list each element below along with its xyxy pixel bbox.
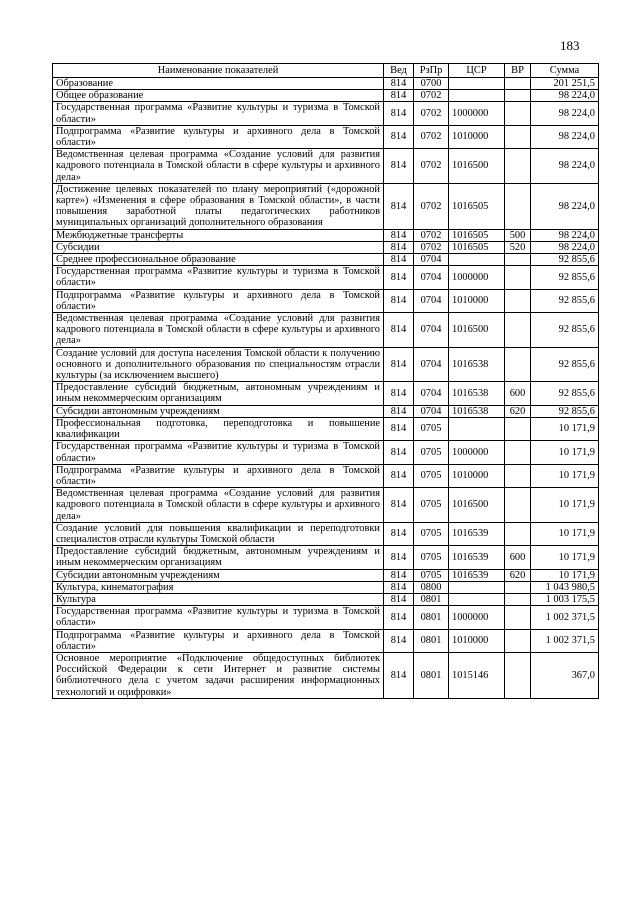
cell-vr: 520 <box>505 241 531 253</box>
cell-name: Субсидии автономным учреждениям <box>53 569 384 581</box>
cell-vr: 600 <box>505 382 531 405</box>
cell-csr: 1016538 <box>449 405 505 417</box>
cell-name: Образование <box>53 78 384 90</box>
cell-rzpr: 0705 <box>414 522 449 545</box>
cell-vr <box>505 347 531 382</box>
cell-rzpr: 0704 <box>414 289 449 312</box>
cell-rzpr: 0705 <box>414 417 449 440</box>
cell-rzpr: 0704 <box>414 347 449 382</box>
cell-vr <box>505 606 531 629</box>
cell-rzpr: 0702 <box>414 183 449 229</box>
cell-csr: 1000000 <box>449 441 505 464</box>
table-body <box>53 78 599 699</box>
cell-sum: 98 224,0 <box>531 241 599 253</box>
cell-csr: 1016505 <box>449 241 505 253</box>
table-row <box>53 183 599 229</box>
cell-vr <box>505 90 531 102</box>
cell-name: Среднее профессиональное образование <box>53 254 384 266</box>
cell-csr <box>449 417 505 440</box>
cell-name: Культура, кинематография <box>53 581 384 593</box>
cell-csr <box>449 593 505 605</box>
cell-rzpr: 0704 <box>414 313 449 348</box>
cell-ved: 814 <box>384 629 414 652</box>
table-row <box>53 241 599 253</box>
cell-csr: 1010000 <box>449 125 505 148</box>
cell-vr <box>505 464 531 487</box>
table-row <box>53 90 599 102</box>
cell-ved: 814 <box>384 102 414 125</box>
cell-ved: 814 <box>384 581 414 593</box>
cell-name: Основное мероприятие «Подключение общедоступных библиотек Российской Федерации к сети Интернет и развитие системы библиотечного дела с учетом задачи расширения информационных технологий и оцифровки» <box>53 652 384 698</box>
cell-sum: 98 224,0 <box>531 90 599 102</box>
cell-sum: 98 224,0 <box>531 102 599 125</box>
table-row <box>53 266 599 289</box>
cell-name: Предоставление субсидий бюджетным, автономным учреждениям и иным некоммерческим организациям <box>53 382 384 405</box>
cell-csr: 1016500 <box>449 313 505 348</box>
cell-sum: 92 855,6 <box>531 382 599 405</box>
cell-vr <box>505 417 531 440</box>
cell-rzpr: 0801 <box>414 629 449 652</box>
cell-vr <box>505 629 531 652</box>
cell-sum: 98 224,0 <box>531 183 599 229</box>
cell-vr <box>505 102 531 125</box>
cell-name: Подпрограмма «Развитие культуры и архивного дела в Томской области» <box>53 125 384 148</box>
cell-name: Культура <box>53 593 384 605</box>
table-row <box>53 405 599 417</box>
budget-table <box>52 63 599 699</box>
cell-ved: 814 <box>384 229 414 241</box>
cell-ved: 814 <box>384 417 414 440</box>
cell-rzpr: 0702 <box>414 149 449 184</box>
cell-csr: 1016505 <box>449 183 505 229</box>
cell-rzpr: 0702 <box>414 90 449 102</box>
cell-csr: 1010000 <box>449 289 505 312</box>
cell-ved: 814 <box>384 652 414 698</box>
cell-vr <box>505 289 531 312</box>
table-row <box>53 254 599 266</box>
cell-name: Ведомственная целевая программа «Создание условий для развития кадрового потенциала в Томской области в сфере культуры и архивного дела» <box>53 488 384 523</box>
table-row <box>53 441 599 464</box>
cell-name: Субсидии автономным учреждениям <box>53 405 384 417</box>
header-ved: Вед <box>384 64 414 78</box>
cell-vr <box>505 125 531 148</box>
cell-ved: 814 <box>384 593 414 605</box>
cell-vr <box>505 652 531 698</box>
cell-csr: 1000000 <box>449 102 505 125</box>
cell-rzpr: 0700 <box>414 78 449 90</box>
cell-csr <box>449 581 505 593</box>
cell-sum: 92 855,6 <box>531 266 599 289</box>
table-row <box>53 382 599 405</box>
cell-ved: 814 <box>384 464 414 487</box>
cell-name: Создание условий для доступа населения Томской области к получению основного и дополнительного образования по специальностям отрасли культуры (за исключением высшего) <box>53 347 384 382</box>
cell-name: Субсидии <box>53 241 384 253</box>
table-row <box>53 522 599 545</box>
cell-sum: 10 171,9 <box>531 417 599 440</box>
cell-sum: 92 855,6 <box>531 289 599 312</box>
cell-ved: 814 <box>384 347 414 382</box>
cell-csr: 1016538 <box>449 382 505 405</box>
cell-csr <box>449 254 505 266</box>
cell-name: Подпрограмма «Развитие культуры и архивного дела в Томской области» <box>53 464 384 487</box>
table-row <box>53 569 599 581</box>
cell-name: Предоставление субсидий бюджетным, автономным учреждениям и иным некоммерческим организациям <box>53 546 384 569</box>
page-number: 183 <box>560 38 580 53</box>
cell-csr: 1000000 <box>449 606 505 629</box>
cell-sum: 10 171,9 <box>531 464 599 487</box>
cell-ved: 814 <box>384 241 414 253</box>
cell-name: Ведомственная целевая программа «Создание условий для развития кадрового потенциала в Томской области в сфере культуры и архивного дела» <box>53 149 384 184</box>
cell-rzpr: 0704 <box>414 254 449 266</box>
cell-name: Государственная программа «Развитие культуры и туризма в Томской области» <box>53 266 384 289</box>
cell-sum: 1 002 371,5 <box>531 606 599 629</box>
cell-rzpr: 0801 <box>414 593 449 605</box>
cell-vr <box>505 581 531 593</box>
table-row <box>53 546 599 569</box>
cell-csr: 1010000 <box>449 629 505 652</box>
table-row <box>53 125 599 148</box>
table-row <box>53 289 599 312</box>
cell-csr <box>449 78 505 90</box>
cell-ved: 814 <box>384 183 414 229</box>
cell-rzpr: 0800 <box>414 581 449 593</box>
cell-sum: 10 171,9 <box>531 569 599 581</box>
table-row <box>53 488 599 523</box>
cell-vr: 620 <box>505 569 531 581</box>
cell-rzpr: 0705 <box>414 569 449 581</box>
cell-csr: 1016539 <box>449 569 505 581</box>
table-row <box>53 652 599 698</box>
cell-ved: 814 <box>384 125 414 148</box>
cell-sum: 367,0 <box>531 652 599 698</box>
cell-rzpr: 0705 <box>414 441 449 464</box>
cell-vr <box>505 593 531 605</box>
cell-rzpr: 0705 <box>414 546 449 569</box>
cell-csr: 1016500 <box>449 488 505 523</box>
cell-csr <box>449 90 505 102</box>
cell-sum: 92 855,6 <box>531 313 599 348</box>
cell-sum: 98 224,0 <box>531 125 599 148</box>
cell-rzpr: 0702 <box>414 102 449 125</box>
cell-sum: 92 855,6 <box>531 347 599 382</box>
cell-name: Подпрограмма «Развитие культуры и архивного дела в Томской области» <box>53 629 384 652</box>
cell-ved: 814 <box>384 90 414 102</box>
cell-ved: 814 <box>384 546 414 569</box>
cell-csr: 1016539 <box>449 522 505 545</box>
table-row <box>53 313 599 348</box>
header-sum: Сумма <box>531 64 599 78</box>
cell-rzpr: 0702 <box>414 229 449 241</box>
header-name: Наименование показателей <box>53 64 384 78</box>
cell-sum: 201 251,5 <box>531 78 599 90</box>
cell-name: Государственная программа «Развитие культуры и туризма в Томской области» <box>53 606 384 629</box>
cell-sum: 92 855,6 <box>531 405 599 417</box>
cell-vr <box>505 149 531 184</box>
cell-rzpr: 0704 <box>414 266 449 289</box>
cell-csr: 1016500 <box>449 149 505 184</box>
table-row <box>53 149 599 184</box>
cell-vr: 620 <box>505 405 531 417</box>
cell-name: Общее образование <box>53 90 384 102</box>
cell-ved: 814 <box>384 254 414 266</box>
cell-sum: 10 171,9 <box>531 441 599 464</box>
cell-rzpr: 0705 <box>414 464 449 487</box>
header-rzpr: РзПр <box>414 64 449 78</box>
cell-name: Достижение целевых показателей по плану мероприятий («дорожной карте») «Изменения в сфере образования в Томской области», в части повышения заработной платы педагогических работников муниципальных организаций дополнительного образования <box>53 183 384 229</box>
cell-sum: 98 224,0 <box>531 149 599 184</box>
cell-name: Государственная программа «Развитие культуры и туризма в Томской области» <box>53 441 384 464</box>
cell-name: Межбюджетные трансферты <box>53 229 384 241</box>
cell-rzpr: 0705 <box>414 488 449 523</box>
cell-name: Создание условий для повышения квалификации и переподготовки специалистов отрасли культуры Томской области <box>53 522 384 545</box>
cell-csr: 1015146 <box>449 652 505 698</box>
cell-ved: 814 <box>384 522 414 545</box>
cell-name: Профессиональная подготовка, переподготовка и повышение квалификации <box>53 417 384 440</box>
table-row <box>53 593 599 605</box>
cell-sum: 10 171,9 <box>531 488 599 523</box>
cell-ved: 814 <box>384 569 414 581</box>
cell-ved: 814 <box>384 289 414 312</box>
cell-ved: 814 <box>384 149 414 184</box>
cell-vr <box>505 313 531 348</box>
cell-sum: 92 855,6 <box>531 254 599 266</box>
cell-vr <box>505 183 531 229</box>
cell-sum: 10 171,9 <box>531 546 599 569</box>
cell-rzpr: 0702 <box>414 125 449 148</box>
table-row <box>53 78 599 90</box>
cell-sum: 1 043 980,5 <box>531 581 599 593</box>
cell-rzpr: 0702 <box>414 241 449 253</box>
cell-vr <box>505 78 531 90</box>
cell-rzpr: 0801 <box>414 652 449 698</box>
table-header-row <box>53 64 599 78</box>
cell-sum: 1 003 175,5 <box>531 593 599 605</box>
cell-ved: 814 <box>384 78 414 90</box>
cell-ved: 814 <box>384 441 414 464</box>
cell-csr: 1010000 <box>449 464 505 487</box>
cell-rzpr: 0704 <box>414 405 449 417</box>
cell-rzpr: 0801 <box>414 606 449 629</box>
table-row <box>53 102 599 125</box>
cell-name: Подпрограмма «Развитие культуры и архивного дела в Томской области» <box>53 289 384 312</box>
table-row <box>53 606 599 629</box>
cell-vr <box>505 266 531 289</box>
cell-csr: 1016538 <box>449 347 505 382</box>
cell-sum: 98 224,0 <box>531 229 599 241</box>
cell-ved: 814 <box>384 488 414 523</box>
cell-sum: 1 002 371,5 <box>531 629 599 652</box>
table-row <box>53 417 599 440</box>
cell-vr: 600 <box>505 546 531 569</box>
cell-ved: 814 <box>384 313 414 348</box>
table-row <box>53 629 599 652</box>
cell-csr: 1016505 <box>449 229 505 241</box>
table-row <box>53 229 599 241</box>
cell-ved: 814 <box>384 266 414 289</box>
cell-name: Государственная программа «Развитие культуры и туризма в Томской области» <box>53 102 384 125</box>
cell-sum: 10 171,9 <box>531 522 599 545</box>
header-csr: ЦСР <box>449 64 505 78</box>
cell-vr <box>505 254 531 266</box>
cell-name: Ведомственная целевая программа «Создание условий для развития кадрового потенциала в Томской области в сфере культуры и архивного дела» <box>53 313 384 348</box>
cell-vr <box>505 441 531 464</box>
cell-vr: 500 <box>505 229 531 241</box>
cell-vr <box>505 488 531 523</box>
cell-vr <box>505 522 531 545</box>
cell-ved: 814 <box>384 606 414 629</box>
header-vr: ВР <box>505 64 531 78</box>
table-row <box>53 581 599 593</box>
cell-csr: 1000000 <box>449 266 505 289</box>
cell-rzpr: 0704 <box>414 382 449 405</box>
cell-ved: 814 <box>384 405 414 417</box>
cell-ved: 814 <box>384 382 414 405</box>
table-row <box>53 347 599 382</box>
cell-csr: 1016539 <box>449 546 505 569</box>
table-row <box>53 464 599 487</box>
